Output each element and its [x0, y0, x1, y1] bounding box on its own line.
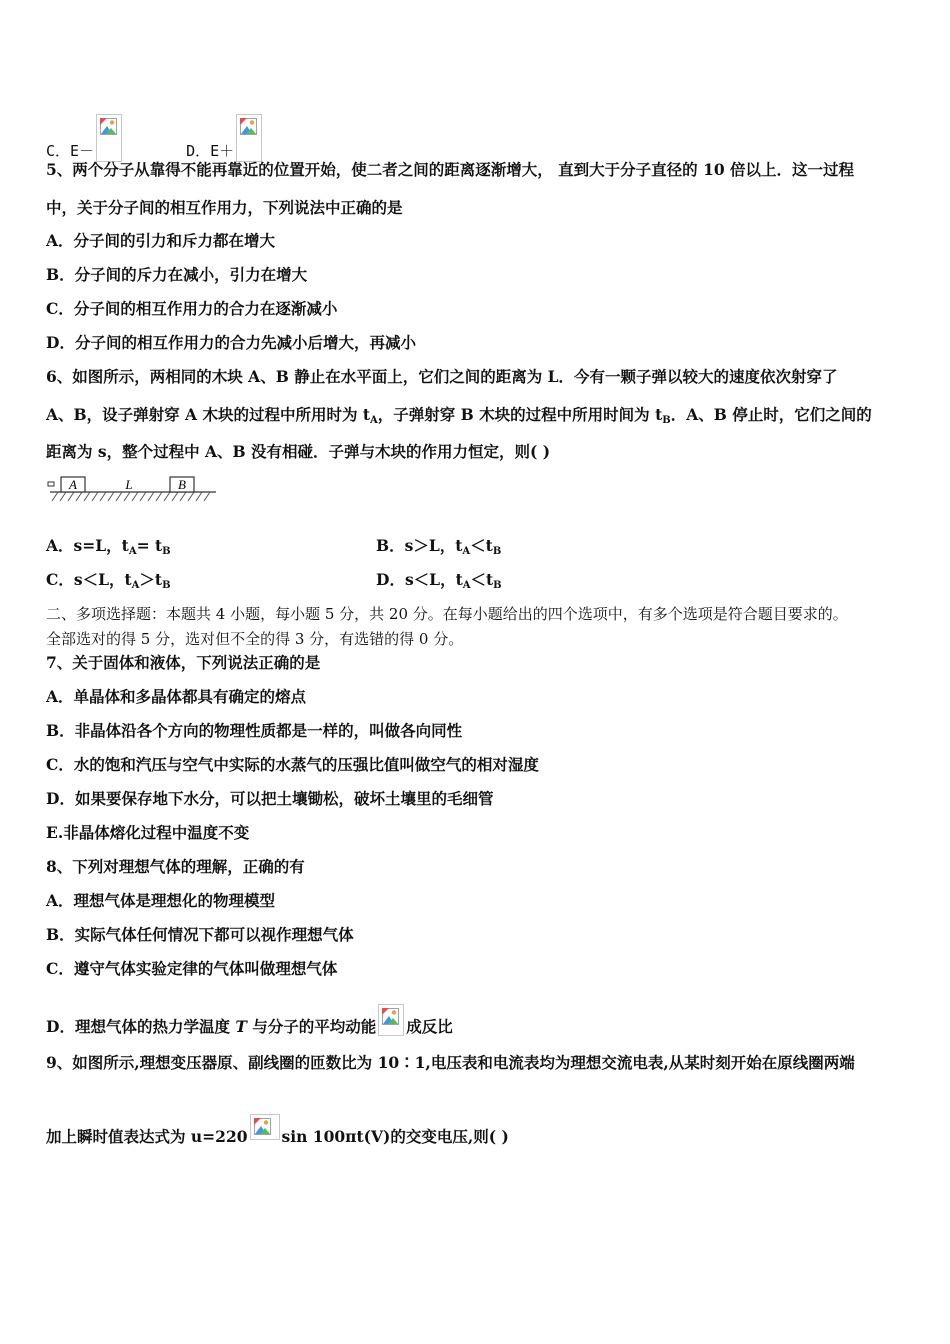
q6-option-c-mid: ＞t [139, 570, 163, 589]
q6-stem-line2 [46, 405, 872, 431]
q6-option-a-mid: = t [136, 536, 163, 555]
section2-heading-line1: 二、多项选择题：本题共 4 小题，每小题 5 分，共 20 分。在每小题给出的四个选项中，有多个选项是符合题目要求的。 [46, 605, 848, 623]
q6-blocks-diagram [46, 474, 221, 504]
q8-option-d [46, 1004, 453, 1037]
q6-subscript-a: A [370, 415, 378, 426]
q5-stem-line1: 5、两个分子从靠得不能再靠近的位置开始，使二者之间的距离逐渐增大， 直到大于分子直径的 10 倍以上．这一过程 [46, 160, 855, 179]
q8-option-a: A．理想气体是理想化的物理模型 [46, 891, 276, 910]
q6-option-a-pre: A．s=L，t [46, 536, 129, 555]
block-a-label: A [69, 477, 77, 492]
q5-option-b: B．分子间的斥力在减小，引力在增大 [46, 265, 308, 284]
q6-option-d-pre: D．s＜L，t [376, 570, 463, 589]
q7-stem: 7、关于固体和液体，下列说法正确的是 [46, 653, 321, 672]
q6-option-d [376, 570, 502, 596]
q6-option-b-sub1: A [462, 546, 471, 557]
q7-option-a: A．单晶体和多晶体都具有确定的熔点 [46, 687, 307, 706]
q4-option-d-label: D．E＋ [186, 142, 235, 160]
q5-stem-line2: 中，关于分子间的相互作用力，下列说法中正确的是 [46, 198, 403, 217]
q5-option-c: C．分子间的相互作用力的合力在逐渐减小 [46, 299, 338, 318]
q8-option-b: B．实际气体任何情况下都可以视作理想气体 [46, 925, 354, 944]
q6-option-b-pre: B．s＞L，t [376, 536, 463, 555]
q6-option-c-pre: C．s＜L，t [46, 570, 132, 589]
q7-option-d: D．如果要保存地下水分，可以把土壤锄松，破坏土壤里的毛细管 [46, 789, 494, 808]
q4-options-row [46, 114, 264, 162]
q6-option-a [46, 536, 171, 562]
q9-stem-line2-post: sin 100πt(V)的交变电压,则( ) [281, 1127, 509, 1146]
q5-option-d: D．分子间的相互作用力的合力先减小后增大，再减小 [46, 333, 416, 352]
q6-option-c-sub2: B [162, 580, 171, 591]
q4-option-c-label: C．E－ [46, 142, 95, 160]
q6-option-d-sub1: A [462, 580, 471, 591]
broken-image-icon [378, 1004, 404, 1036]
q7-option-c: C．水的饱和汽压与空气中实际的水蒸气的压强比值叫做空气的相对湿度 [46, 755, 539, 774]
q8-option-c: C．遵守气体实验定律的气体叫做理想气体 [46, 959, 338, 978]
q6-option-a-sub2: B [162, 546, 171, 557]
broken-image-icon [96, 114, 122, 162]
q6-subscript-b: B [662, 415, 671, 426]
q6-stem-line3: 距离为 s，整个过程中 A、B 没有相碰．子弹与木块的作用力恒定，则( ) [46, 442, 551, 461]
q6-option-b-mid: ＜t [470, 536, 493, 555]
q9-stem-line2 [46, 1114, 509, 1147]
q6-stem-line1: 6、如图所示，两相同的木块 A、B 静止在水平面上，它们之间的距离为 L．今有一颗子弹以较大的速度依次射穿了 [46, 367, 838, 386]
gap-label: L [125, 477, 133, 492]
q6-option-d-sub2: B [493, 580, 502, 591]
q8-stem: 8、下列对理想气体的理解，正确的有 [46, 857, 305, 876]
q7-option-e: E.非晶体熔化过程中温度不变 [46, 823, 250, 842]
q8-option-d-post: 成反比 [406, 1017, 453, 1036]
q6-option-a-sub1: A [128, 546, 137, 557]
broken-image-icon [250, 1114, 280, 1140]
q5-option-a: A．分子间的引力和斥力都在增大 [46, 231, 276, 250]
q6-stem-line2-part-a: A、B，设子弹射穿 A 木块的过程中所用时为 t [46, 405, 371, 424]
q8-option-d-variable: T [235, 1017, 247, 1036]
q6-option-c-sub1: A [131, 580, 140, 591]
q6-stem-line2-part-c: ．A、B 停止时，它们之间的 [670, 405, 872, 424]
q6-option-d-mid: ＜t [470, 570, 494, 589]
section2-heading-line2: 全部选对的得 5 分，选对但不全的得 3 分，有选错的得 0 分。 [46, 630, 464, 648]
broken-image-icon [236, 114, 262, 162]
q9-stem-line2-pre: 加上瞬时值表达式为 u=220 [46, 1127, 248, 1146]
q6-option-b-sub2: B [492, 546, 502, 557]
q8-option-d-pre: D．理想气体的热力学温度 [46, 1017, 236, 1036]
ground-hatching [52, 492, 210, 501]
q6-option-c [46, 570, 171, 596]
q6-stem-line2-part-b: ，子弹射穿 B 木块的过程中所用时间为 t [377, 405, 663, 424]
block-b-label: B [178, 477, 186, 492]
q8-option-d-mid: 与分子的平均动能 [246, 1017, 377, 1036]
q6-option-b [376, 536, 501, 562]
q7-option-b: B．非晶体沿各个方向的物理性质都是一样的，叫做各向同性 [46, 721, 463, 740]
q9-stem-line1: 9、如图所示,理想变压器原、副线圈的匝数比为 10∶1,电压表和电流表均为理想交流电表,从某时刻开始在原线圈两端 [46, 1053, 855, 1072]
bullet-shape [48, 482, 54, 486]
